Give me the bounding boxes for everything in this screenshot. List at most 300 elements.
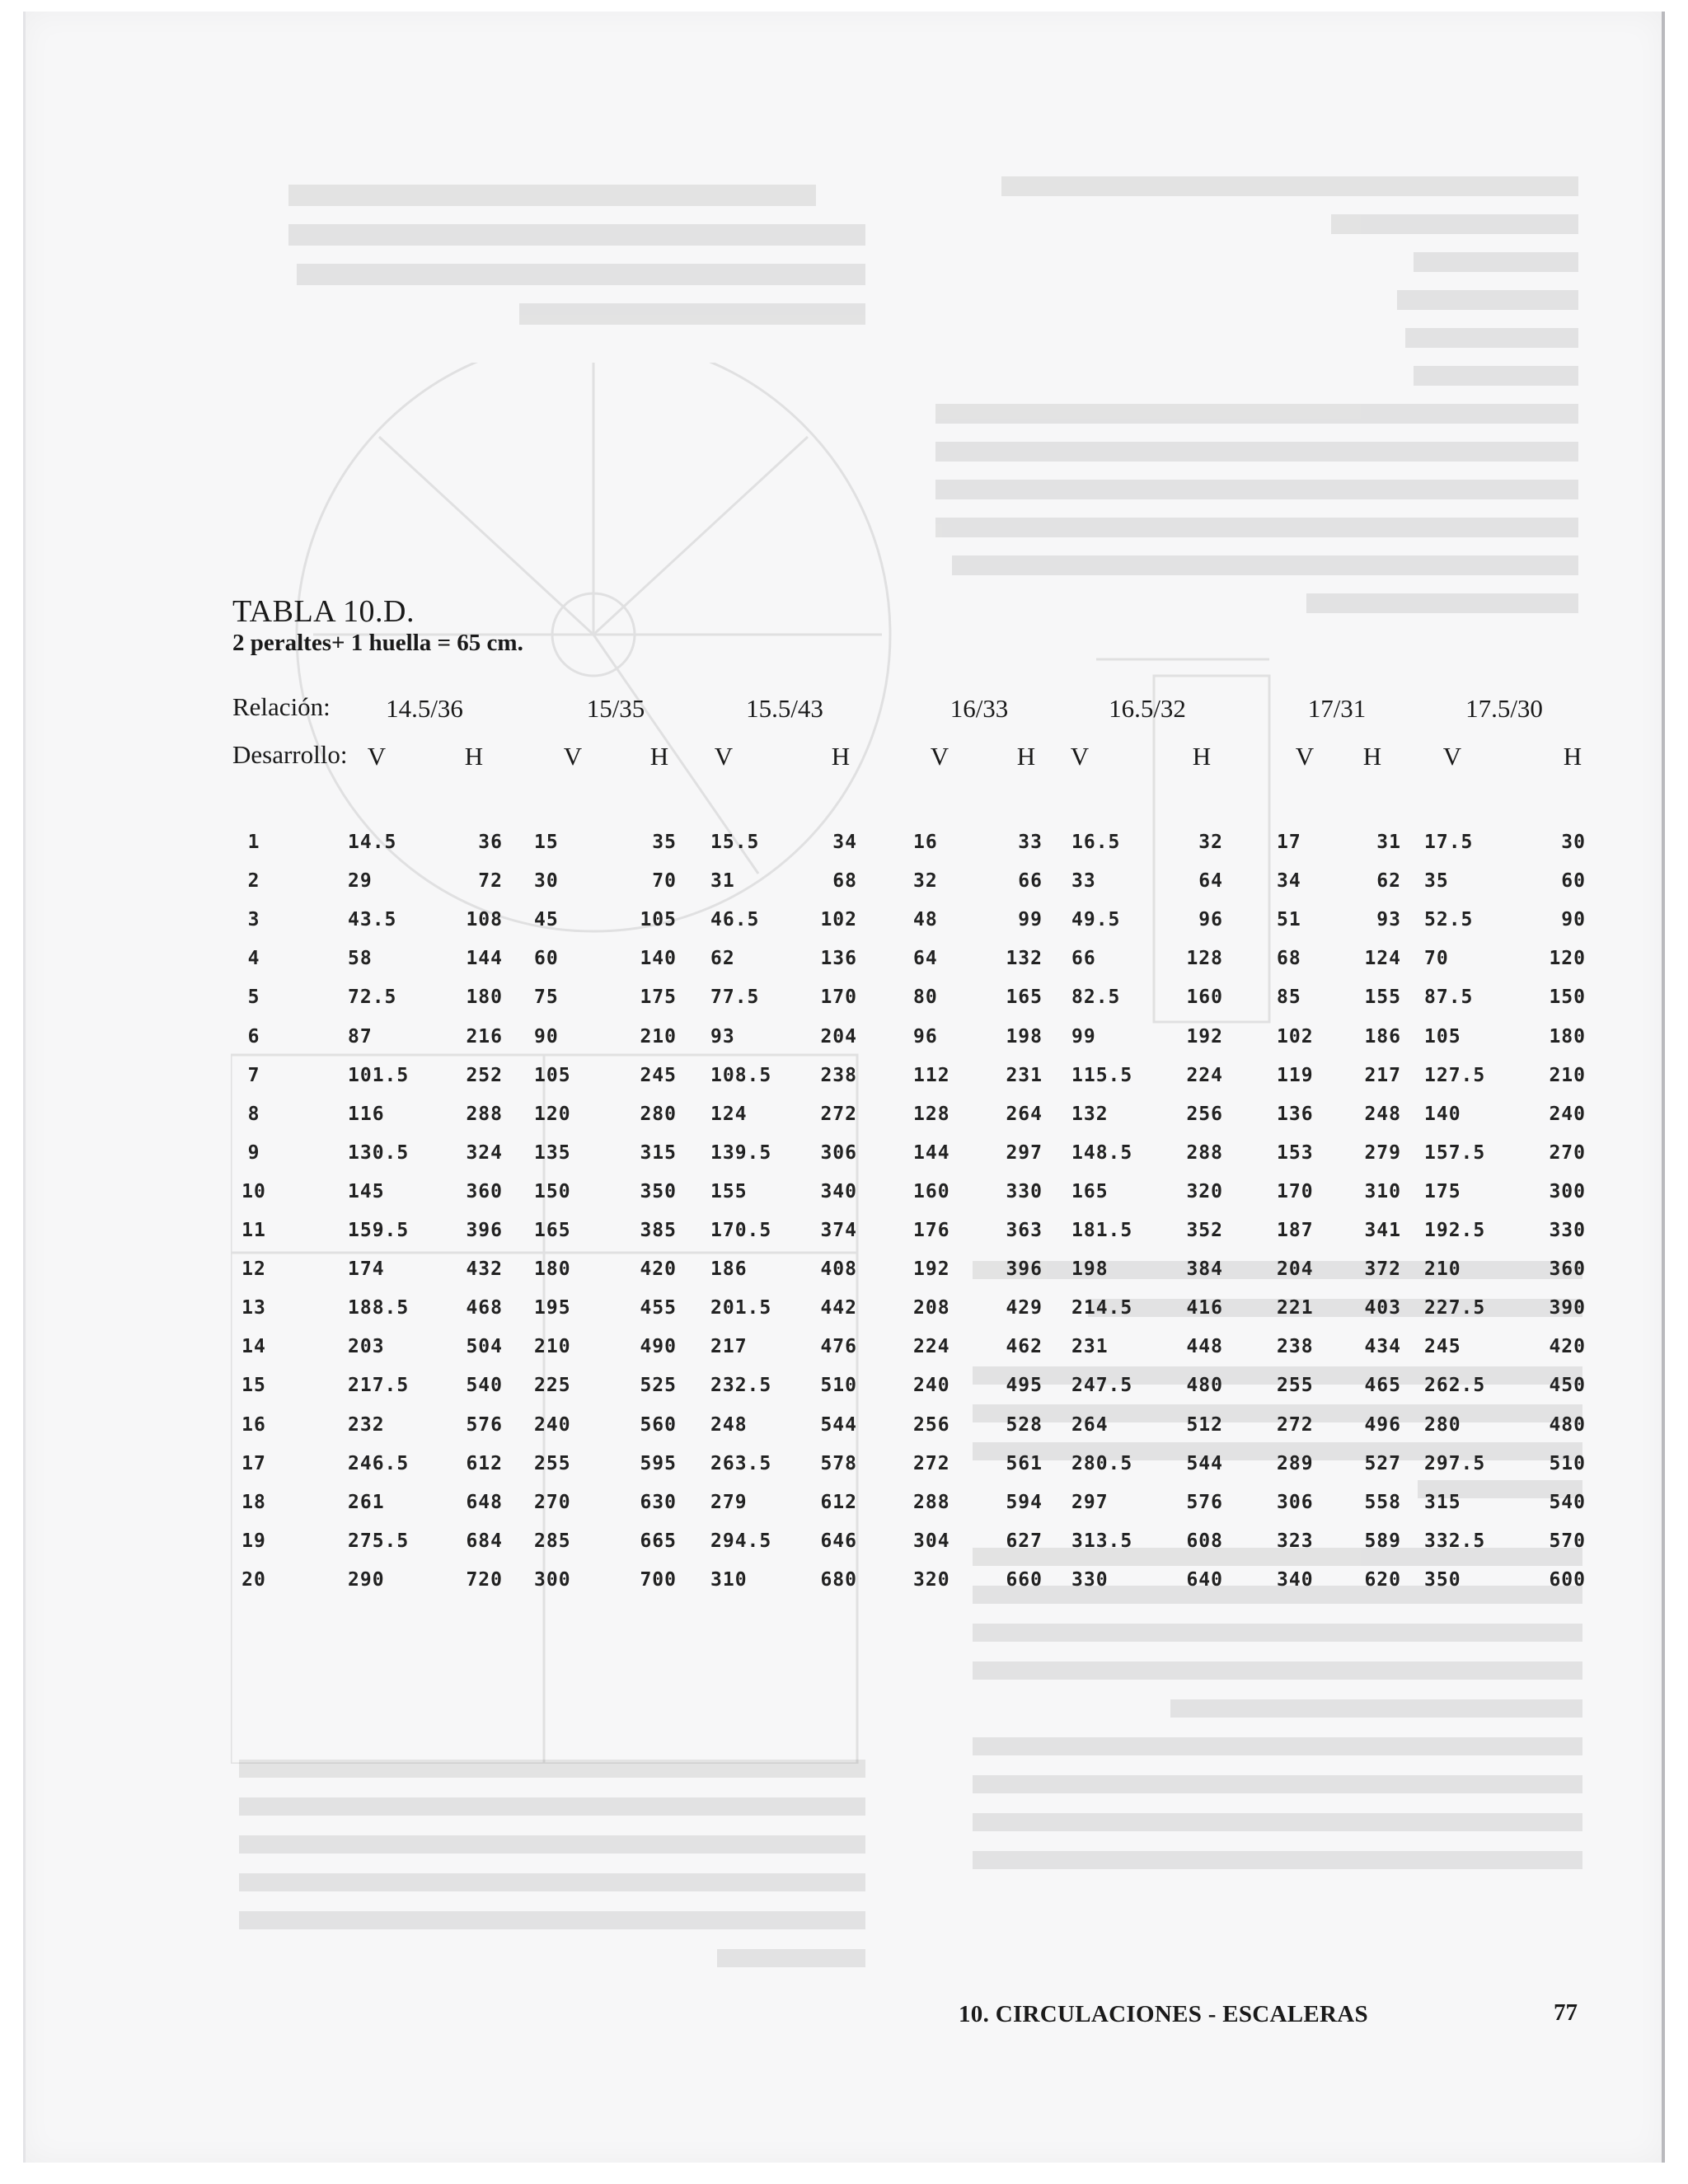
- cell-h: 180: [1549, 1025, 1586, 1047]
- row-number: 18: [241, 1491, 266, 1513]
- cell-h: 231: [1006, 1064, 1043, 1086]
- cell-v: 279: [710, 1491, 748, 1513]
- cell-v: 248: [710, 1413, 748, 1436]
- cell-v: 102: [1277, 1025, 1314, 1047]
- cell-h: 217: [1364, 1064, 1401, 1086]
- cell-v: 203: [348, 1336, 385, 1358]
- cell-v: 87.5: [1424, 987, 1474, 1009]
- cell-v: 181.5: [1071, 1220, 1133, 1241]
- cell-v: 214.5: [1071, 1297, 1133, 1319]
- cell-h: 684: [466, 1530, 503, 1552]
- cell-h: 504: [466, 1336, 503, 1358]
- cell-h: 320: [1186, 1180, 1223, 1202]
- cell-v: 272: [913, 1452, 950, 1474]
- table-row: [0, 1530, 1688, 1563]
- cell-v: 320: [913, 1568, 950, 1591]
- cell-v: 82.5: [1071, 987, 1121, 1009]
- cell-h: 612: [466, 1452, 503, 1474]
- cell-h: 324: [466, 1141, 503, 1164]
- cell-h: 420: [1549, 1336, 1586, 1358]
- row-number: 20: [241, 1568, 266, 1591]
- cell-h: 105: [640, 909, 677, 931]
- cell-v: 187: [1277, 1220, 1314, 1241]
- cell-h: 36: [478, 832, 503, 853]
- cell-v: 306: [1277, 1491, 1314, 1513]
- cell-v: 43.5: [348, 909, 397, 931]
- cell-h: 660: [1006, 1568, 1043, 1591]
- cell-h: 495: [1006, 1375, 1043, 1397]
- cell-v: 245: [1424, 1336, 1461, 1358]
- column-header-v: V: [1295, 742, 1315, 771]
- cell-h: 700: [640, 1568, 677, 1591]
- cell-v: 51: [1277, 909, 1301, 931]
- cell-h: 70: [652, 870, 677, 893]
- cell-h: 35: [652, 832, 677, 853]
- cell-v: 289: [1277, 1452, 1314, 1474]
- cell-h: 540: [1549, 1491, 1586, 1513]
- cell-v: 157.5: [1424, 1141, 1486, 1164]
- cell-v: 96: [913, 1025, 938, 1047]
- cell-v: 294.5: [710, 1530, 772, 1552]
- bleed-through-text-left-lower: [223, 1760, 865, 1987]
- cell-v: 240: [534, 1413, 571, 1436]
- cell-h: 360: [466, 1180, 503, 1202]
- cell-h: 468: [466, 1297, 503, 1319]
- cell-v: 62: [710, 948, 735, 970]
- cell-h: 510: [1549, 1452, 1586, 1474]
- cell-v: 221: [1277, 1297, 1314, 1319]
- cell-h: 476: [820, 1336, 857, 1358]
- cell-v: 16.5: [1071, 832, 1121, 853]
- table-subtitle: 2 peraltes+ 1 huella = 65 cm.: [232, 630, 523, 656]
- table-row: [0, 1220, 1688, 1253]
- cell-v: 112: [913, 1064, 950, 1086]
- row-number: 16: [241, 1413, 266, 1436]
- row-number: 9: [247, 1141, 260, 1164]
- cell-v: 45: [534, 909, 559, 931]
- cell-h: 240: [1549, 1103, 1586, 1125]
- row-number: 8: [247, 1103, 260, 1125]
- cell-h: 680: [820, 1568, 857, 1591]
- cell-v: 270: [534, 1491, 571, 1513]
- cell-v: 159.5: [348, 1220, 410, 1241]
- cell-h: 496: [1364, 1413, 1401, 1436]
- cell-v: 87: [348, 1025, 373, 1047]
- cell-v: 80: [913, 987, 938, 1009]
- cell-h: 352: [1186, 1220, 1223, 1241]
- cell-h: 420: [640, 1258, 677, 1281]
- cell-h: 210: [640, 1025, 677, 1047]
- cell-v: 240: [913, 1375, 950, 1397]
- cell-v: 217.5: [348, 1375, 410, 1397]
- cell-v: 232.5: [710, 1375, 772, 1397]
- cell-h: 490: [640, 1336, 677, 1358]
- cell-v: 140: [1424, 1103, 1461, 1125]
- cell-h: 480: [1186, 1375, 1223, 1397]
- cell-v: 116: [348, 1103, 385, 1125]
- cell-h: 90: [1561, 909, 1586, 931]
- cell-v: 68: [1277, 948, 1301, 970]
- column-header-v: V: [367, 742, 387, 771]
- cell-v: 262.5: [1424, 1375, 1486, 1397]
- cell-h: 99: [1018, 909, 1043, 931]
- column-header-v: V: [714, 742, 734, 771]
- cell-v: 186: [710, 1258, 748, 1281]
- cell-v: 58: [348, 948, 373, 970]
- cell-h: 245: [640, 1064, 677, 1086]
- cell-h: 315: [640, 1141, 677, 1164]
- table-row: [0, 948, 1688, 981]
- cell-h: 720: [466, 1568, 503, 1591]
- table-row: [0, 1375, 1688, 1408]
- cell-h: 31: [1376, 832, 1401, 853]
- cell-v: 153: [1277, 1141, 1314, 1164]
- relacion-header: 15.5/43: [746, 694, 823, 723]
- cell-v: 170: [1277, 1180, 1314, 1202]
- row-number: 19: [241, 1530, 266, 1552]
- table-row: [0, 1065, 1688, 1098]
- cell-v: 155: [710, 1180, 748, 1202]
- column-header-h: H: [1362, 742, 1382, 771]
- row-number: 14: [241, 1336, 266, 1358]
- cell-h: 60: [1561, 870, 1586, 893]
- cell-v: 75: [534, 987, 559, 1009]
- cell-v: 136: [1277, 1103, 1314, 1125]
- cell-v: 17.5: [1424, 832, 1474, 853]
- cell-h: 66: [1018, 870, 1043, 893]
- cell-h: 270: [1549, 1141, 1586, 1164]
- cell-h: 175: [640, 987, 677, 1009]
- cell-v: 332.5: [1424, 1530, 1486, 1552]
- cell-v: 217: [710, 1336, 748, 1358]
- relacion-header: 17/31: [1307, 694, 1367, 723]
- cell-v: 224: [913, 1336, 950, 1358]
- cell-v: 160: [913, 1180, 950, 1202]
- cell-h: 576: [466, 1413, 503, 1436]
- cell-v: 340: [1277, 1568, 1314, 1591]
- relacion-header: 15/35: [586, 694, 645, 723]
- column-header-v: V: [563, 742, 583, 771]
- cell-h: 124: [1364, 948, 1401, 970]
- cell-v: 280: [1424, 1413, 1461, 1436]
- cell-v: 128: [913, 1103, 950, 1125]
- cell-v: 85: [1277, 987, 1301, 1009]
- cell-v: 195: [534, 1297, 571, 1319]
- cell-h: 280: [640, 1103, 677, 1125]
- cell-h: 297: [1006, 1141, 1043, 1164]
- cell-v: 108.5: [710, 1064, 772, 1086]
- cell-v: 90: [534, 1025, 559, 1047]
- cell-h: 210: [1549, 1064, 1586, 1086]
- cell-v: 275.5: [348, 1530, 410, 1552]
- cell-v: 145: [348, 1180, 385, 1202]
- cell-v: 17: [1277, 832, 1301, 853]
- table-row: [0, 909, 1688, 942]
- cell-v: 285: [534, 1530, 571, 1552]
- cell-v: 174: [348, 1258, 385, 1281]
- cell-v: 148.5: [1071, 1141, 1133, 1164]
- cell-h: 385: [640, 1220, 677, 1241]
- cell-h: 288: [1186, 1141, 1223, 1164]
- cell-v: 280.5: [1071, 1452, 1133, 1474]
- cell-h: 608: [1186, 1530, 1223, 1552]
- cell-h: 528: [1006, 1413, 1043, 1436]
- page-number: 77: [1554, 1999, 1578, 2026]
- cell-h: 465: [1364, 1375, 1401, 1397]
- table-row: [0, 1414, 1688, 1447]
- cell-h: 510: [820, 1375, 857, 1397]
- cell-h: 403: [1364, 1297, 1401, 1319]
- cell-h: 192: [1186, 1025, 1223, 1047]
- cell-h: 525: [640, 1375, 677, 1397]
- cell-h: 238: [820, 1064, 857, 1086]
- cell-h: 374: [820, 1220, 857, 1241]
- cell-h: 627: [1006, 1530, 1043, 1552]
- cell-v: 99: [1071, 1025, 1096, 1047]
- cell-h: 144: [466, 948, 503, 970]
- cell-h: 432: [466, 1258, 503, 1281]
- cell-h: 170: [820, 987, 857, 1009]
- column-header-v: V: [930, 742, 950, 771]
- cell-v: 225: [534, 1375, 571, 1397]
- cell-h: 140: [640, 948, 677, 970]
- cell-h: 527: [1364, 1452, 1401, 1474]
- cell-v: 30: [534, 870, 559, 893]
- cell-v: 297.5: [1424, 1452, 1486, 1474]
- cell-h: 128: [1186, 948, 1223, 970]
- row-number: 1: [247, 832, 260, 853]
- cell-h: 198: [1006, 1025, 1043, 1047]
- cell-v: 247.5: [1071, 1375, 1133, 1397]
- cell-v: 66: [1071, 948, 1096, 970]
- cell-h: 442: [820, 1297, 857, 1319]
- cell-v: 60: [534, 948, 559, 970]
- cell-h: 434: [1364, 1336, 1401, 1358]
- cell-v: 132: [1071, 1103, 1109, 1125]
- cell-v: 119: [1277, 1064, 1314, 1086]
- cell-v: 201.5: [710, 1297, 772, 1319]
- table-row: [0, 987, 1688, 1019]
- cell-v: 48: [913, 909, 938, 931]
- cell-h: 390: [1549, 1297, 1586, 1319]
- cell-v: 192: [913, 1258, 950, 1281]
- cell-h: 132: [1006, 948, 1043, 970]
- table-row: [0, 870, 1688, 903]
- cell-v: 127.5: [1424, 1064, 1486, 1086]
- table-row: [0, 1453, 1688, 1486]
- cell-h: 640: [1186, 1568, 1223, 1591]
- cell-h: 630: [640, 1491, 677, 1513]
- cell-h: 350: [640, 1180, 677, 1202]
- cell-v: 101.5: [348, 1064, 410, 1086]
- table-row: [0, 1142, 1688, 1175]
- cell-h: 360: [1549, 1258, 1586, 1281]
- cell-h: 330: [1549, 1220, 1586, 1241]
- cell-v: 16: [913, 832, 938, 853]
- cell-h: 429: [1006, 1297, 1043, 1319]
- cell-v: 304: [913, 1530, 950, 1552]
- cell-h: 93: [1376, 909, 1401, 931]
- cell-v: 105: [534, 1064, 571, 1086]
- cell-v: 175: [1424, 1180, 1461, 1202]
- cell-v: 231: [1071, 1336, 1109, 1358]
- cell-v: 46.5: [710, 909, 760, 931]
- cell-h: 665: [640, 1530, 677, 1552]
- cell-v: 77.5: [710, 987, 760, 1009]
- cell-h: 544: [1186, 1452, 1223, 1474]
- cell-h: 96: [1198, 909, 1223, 931]
- cell-h: 62: [1376, 870, 1401, 893]
- cell-h: 384: [1186, 1258, 1223, 1281]
- cell-v: 64: [913, 948, 938, 970]
- cell-v: 210: [1424, 1258, 1461, 1281]
- cell-v: 232: [348, 1413, 385, 1436]
- row-number: 6: [247, 1025, 260, 1047]
- cell-h: 120: [1549, 948, 1586, 970]
- cell-h: 372: [1364, 1258, 1401, 1281]
- cell-h: 646: [820, 1530, 857, 1552]
- cell-v: 130.5: [348, 1141, 410, 1164]
- cell-v: 288: [913, 1491, 950, 1513]
- column-header-h: H: [831, 742, 851, 771]
- cell-h: 570: [1549, 1530, 1586, 1552]
- row-number: 13: [241, 1297, 266, 1319]
- cell-h: 363: [1006, 1220, 1043, 1241]
- row-number: 12: [241, 1258, 266, 1281]
- relacion-header: 14.5/36: [386, 694, 463, 723]
- cell-h: 396: [1006, 1258, 1043, 1281]
- cell-h: 102: [820, 909, 857, 931]
- cell-h: 408: [820, 1258, 857, 1281]
- cell-v: 15: [534, 832, 559, 853]
- cell-h: 248: [1364, 1103, 1401, 1125]
- table-row: [0, 1492, 1688, 1525]
- table-row: [0, 832, 1688, 865]
- cell-h: 561: [1006, 1452, 1043, 1474]
- cell-h: 224: [1186, 1064, 1223, 1086]
- cell-h: 33: [1018, 832, 1043, 853]
- cell-v: 105: [1424, 1025, 1461, 1047]
- cell-h: 30: [1561, 832, 1586, 853]
- cell-v: 255: [1277, 1375, 1314, 1397]
- cell-h: 306: [820, 1141, 857, 1164]
- cell-h: 576: [1186, 1491, 1223, 1513]
- relacion-header: 17.5/30: [1465, 694, 1543, 723]
- cell-v: 180: [534, 1258, 571, 1281]
- cell-v: 300: [534, 1568, 571, 1591]
- table-row: [0, 1258, 1688, 1291]
- row-number: 5: [247, 987, 260, 1009]
- cell-v: 34: [1277, 870, 1301, 893]
- cell-h: 216: [466, 1025, 503, 1047]
- cell-v: 330: [1071, 1568, 1109, 1591]
- cell-v: 227.5: [1424, 1297, 1486, 1319]
- cell-h: 300: [1549, 1180, 1586, 1202]
- cell-h: 180: [466, 987, 503, 1009]
- table-row: [0, 1336, 1688, 1369]
- cell-v: 256: [913, 1413, 950, 1436]
- row-number: 2: [247, 870, 260, 893]
- cell-v: 165: [1071, 1180, 1109, 1202]
- cell-h: 448: [1186, 1336, 1223, 1358]
- column-header-h: H: [1563, 742, 1582, 771]
- bleed-through-text-left: [223, 173, 865, 343]
- desarrollo-label: Desarrollo:: [232, 740, 348, 769]
- cell-h: 612: [820, 1491, 857, 1513]
- cell-h: 288: [466, 1103, 503, 1125]
- table-row: [0, 1181, 1688, 1214]
- cell-v: 310: [710, 1568, 748, 1591]
- cell-v: 72.5: [348, 987, 397, 1009]
- cell-v: 32: [913, 870, 938, 893]
- footer-section-title: 10. CIRCULACIONES - ESCALERAS: [959, 2001, 1368, 2027]
- cell-v: 135: [534, 1141, 571, 1164]
- column-header-h: H: [649, 742, 669, 771]
- cell-h: 186: [1364, 1025, 1401, 1047]
- cell-v: 264: [1071, 1413, 1109, 1436]
- cell-v: 14.5: [348, 832, 397, 853]
- cell-v: 204: [1277, 1258, 1314, 1281]
- cell-h: 462: [1006, 1336, 1043, 1358]
- cell-v: 52.5: [1424, 909, 1474, 931]
- cell-v: 208: [913, 1297, 950, 1319]
- cell-v: 150: [534, 1180, 571, 1202]
- cell-v: 255: [534, 1452, 571, 1474]
- cell-h: 256: [1186, 1103, 1223, 1125]
- cell-h: 341: [1364, 1220, 1401, 1241]
- cell-h: 600: [1549, 1568, 1586, 1591]
- cell-v: 15.5: [710, 832, 760, 853]
- relacion-header: 16.5/32: [1109, 694, 1186, 723]
- cell-h: 450: [1549, 1375, 1586, 1397]
- cell-v: 246.5: [348, 1452, 410, 1474]
- cell-h: 512: [1186, 1413, 1223, 1436]
- row-number: 3: [247, 909, 260, 931]
- cell-v: 323: [1277, 1530, 1314, 1552]
- cell-v: 290: [348, 1568, 385, 1591]
- cell-h: 160: [1186, 987, 1223, 1009]
- cell-h: 455: [640, 1297, 677, 1319]
- cell-v: 29: [348, 870, 373, 893]
- cell-v: 297: [1071, 1491, 1109, 1513]
- cell-h: 310: [1364, 1180, 1401, 1202]
- cell-h: 68: [832, 870, 857, 893]
- table-row: [0, 1297, 1688, 1330]
- cell-h: 264: [1006, 1103, 1043, 1125]
- cell-v: 120: [534, 1103, 571, 1125]
- cell-v: 210: [534, 1336, 571, 1358]
- column-header-v: V: [1442, 742, 1462, 771]
- cell-h: 340: [820, 1180, 857, 1202]
- cell-v: 261: [348, 1491, 385, 1513]
- cell-v: 144: [913, 1141, 950, 1164]
- cell-v: 313.5: [1071, 1530, 1133, 1552]
- cell-h: 560: [640, 1413, 677, 1436]
- cell-v: 93: [710, 1025, 735, 1047]
- cell-h: 620: [1364, 1568, 1401, 1591]
- cell-h: 204: [820, 1025, 857, 1047]
- cell-v: 263.5: [710, 1452, 772, 1474]
- row-number: 10: [241, 1180, 266, 1202]
- cell-h: 595: [640, 1452, 677, 1474]
- cell-v: 31: [710, 870, 735, 893]
- cell-h: 165: [1006, 987, 1043, 1009]
- cell-v: 272: [1277, 1413, 1314, 1436]
- cell-v: 238: [1277, 1336, 1314, 1358]
- cell-h: 108: [466, 909, 503, 931]
- cell-h: 34: [832, 832, 857, 853]
- relacion-label: Relación:: [232, 692, 331, 721]
